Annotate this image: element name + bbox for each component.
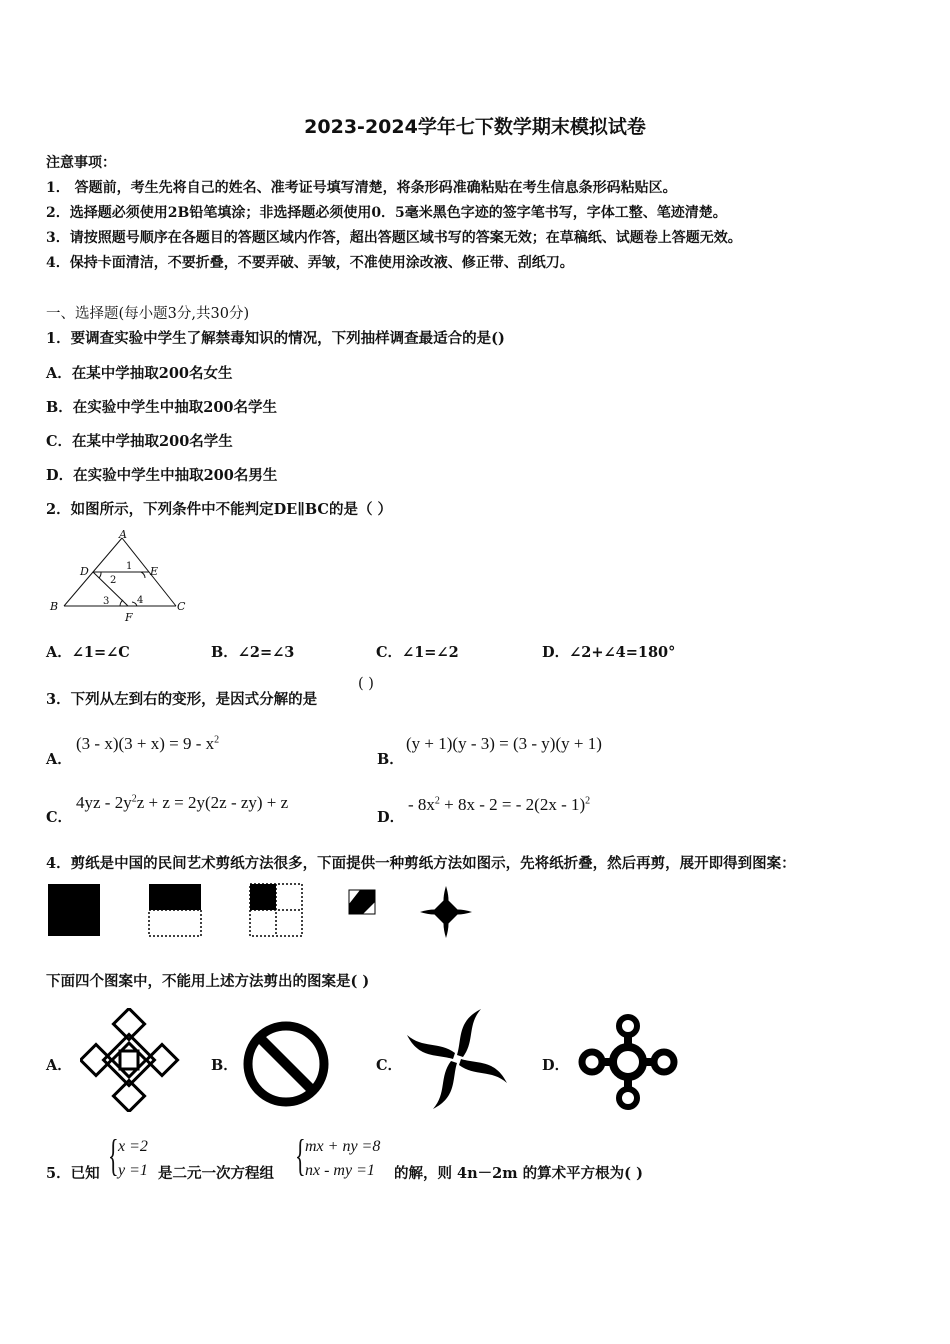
q3-option-a-expr: $(3 - x)(3 + x) = 9 - x^2$ xyxy=(76,734,220,753)
q5-solution-system: { x =2 y =1 xyxy=(108,1131,148,1180)
fold-step-result xyxy=(420,886,472,938)
q1-option-d: D．在实验中学生中抽取200名男生 xyxy=(46,467,278,484)
q4-option-a-label: A． xyxy=(46,1057,72,1074)
question-5-prefix: 5．已知 xyxy=(46,1165,100,1182)
question-3-paren: ( ) xyxy=(358,676,374,692)
pattern-a-knot xyxy=(80,1008,180,1112)
label-e: E xyxy=(150,565,159,578)
q2-option-d: D．∠2+∠4=180° xyxy=(542,644,676,661)
question-5-middle: 是二元一次方程组 xyxy=(158,1165,274,1182)
angle-2: 2 xyxy=(110,575,117,586)
question-1-stem: 1．要调查实验中学生了解禁毒知识的情况，下列抽样调查最适合的是() xyxy=(46,330,505,347)
q1-option-a: A．在某中学抽取200名女生 xyxy=(46,365,233,382)
q1-option-c: C．在某中学抽取200名学生 xyxy=(46,433,233,450)
page-title: 2023-2024学年七下数学期末模拟试卷 xyxy=(304,116,646,138)
angle-3: 3 xyxy=(103,596,110,607)
q3-option-d-expr: - $8x^2 + 8x - 2$ = - 2(2x - 1)$^2$ xyxy=(408,795,591,814)
question-2-stem: 2．如图所示，下列条件中不能判定DE∥BC的是（ ） xyxy=(46,501,393,518)
q4-option-b-label: B． xyxy=(211,1057,238,1074)
question-4-stem: 4．剪纸是中国的民间艺术剪纸方法很多，下面提供一种剪纸方法如图示，先将纸折叠，然后再剪，展开即得到图案： xyxy=(46,855,796,872)
q2-option-c: C．∠1=∠2 xyxy=(376,644,459,661)
pattern-c-pinwheel xyxy=(404,1006,510,1112)
q4-option-d-label: D． xyxy=(542,1057,570,1074)
q3-option-b-label: B． xyxy=(377,751,404,768)
note-item: 1． 答题前，考生先将自己的姓名、准考证号填写清楚，将条形码准确粘贴在考生信息条形码粘贴区。 xyxy=(46,180,677,196)
section-heading: 一、选择题(每小题3分,共30分) xyxy=(46,306,250,322)
q2-option-b: B．∠2=∠3 xyxy=(211,644,295,661)
fold-step-square xyxy=(48,884,100,936)
fold-step-half xyxy=(149,884,201,936)
label-b: B xyxy=(50,600,59,613)
label-f: F xyxy=(125,611,133,624)
fold-step-quarter xyxy=(250,884,302,936)
paper-folding-steps xyxy=(46,882,486,942)
triangle-figure xyxy=(46,526,196,626)
q3-option-a-label: A． xyxy=(46,751,72,768)
q3-option-b-expr: (y + 1)(y - 3) = (3 - y)(y + 1) xyxy=(406,734,602,753)
note-item: 3．请按照题号顺序在各题目的答题区域内作答，超出答题区域书写的答案无效；在草稿纸、试题卷上答题无效。 xyxy=(46,230,742,246)
angle-1: 1 xyxy=(126,561,133,572)
q3-option-c-expr: $4yz - 2y^2z + z = 2y(2z - zy) + z$ xyxy=(76,793,289,812)
q2-option-a: A．∠1=∠C xyxy=(46,644,130,661)
brace-icon: { xyxy=(295,1131,306,1180)
q4-option-c-label: C． xyxy=(376,1057,403,1074)
note-item: 2．选择题必须使用2B铅笔填涂；非选择题必须使用0．5毫米黑色字迹的签字笔书写，字体工整、笔迹清楚。 xyxy=(46,205,727,221)
notes-heading: 注意事项： xyxy=(46,155,116,171)
q5-equation-system: { mx + ny =8 nx - my =1 xyxy=(295,1131,381,1180)
pattern-d-rings xyxy=(576,1010,680,1114)
q3-option-c-label: C． xyxy=(46,809,73,826)
question-4-sub: 下面四个图案中，不能用上述方法剪出的图案是( ) xyxy=(46,973,370,990)
label-d: D xyxy=(80,565,89,578)
q1-option-b: B．在实验中学生中抽取200名学生 xyxy=(46,399,278,416)
label-a: A xyxy=(119,528,127,541)
pattern-b-prohibition xyxy=(240,1018,332,1110)
label-c: C xyxy=(177,600,186,613)
fold-step-cut xyxy=(349,890,375,914)
note-item: 4．保持卡面清洁，不要折叠，不要弄破、弄皱，不准使用涂改液、修正带、刮纸刀。 xyxy=(46,255,574,271)
angle-4: 4 xyxy=(137,595,144,606)
q3-option-d-label: D． xyxy=(377,809,405,826)
question-5-suffix: 的解，则 4n－2m 的算术平方根为( ) xyxy=(394,1165,643,1182)
brace-icon: { xyxy=(108,1131,119,1180)
question-3-stem: 3．下列从左到右的变形，是因式分解的是 xyxy=(46,691,318,708)
